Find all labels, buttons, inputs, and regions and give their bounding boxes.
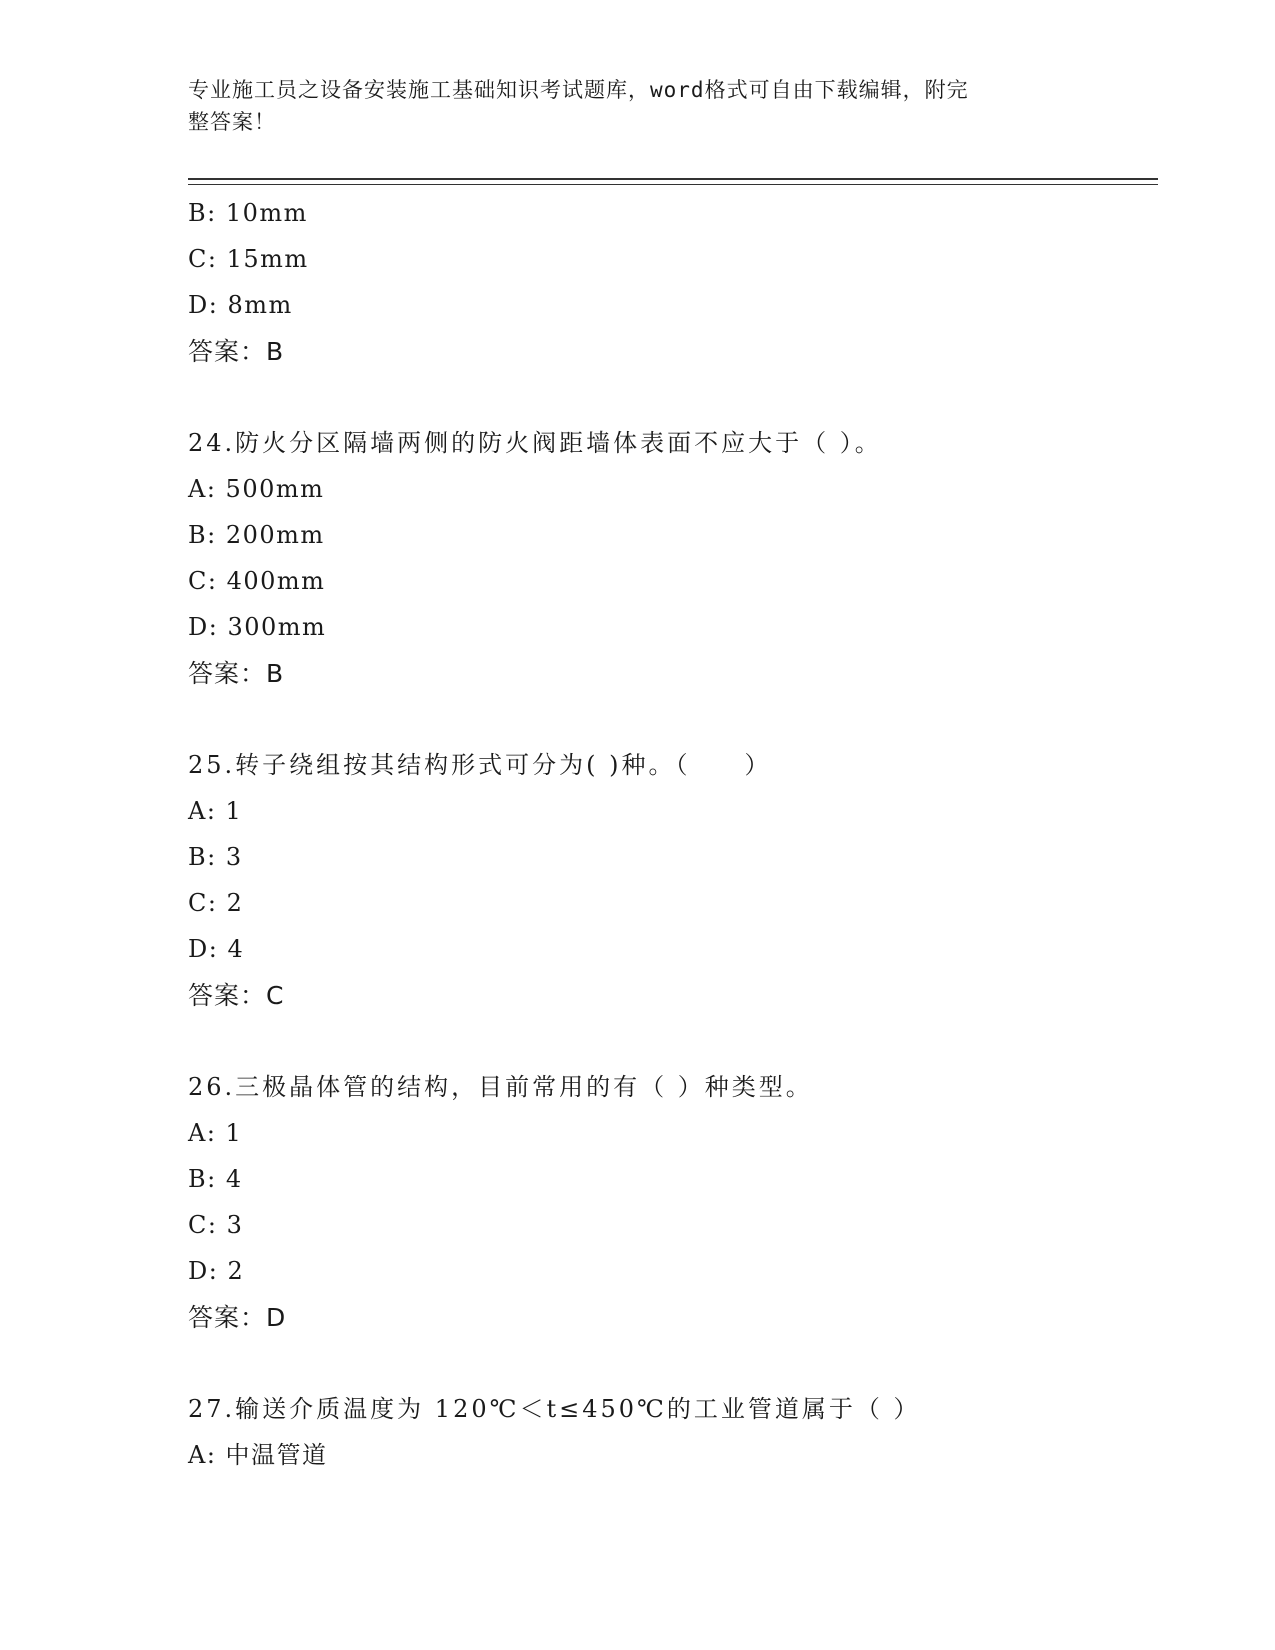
option-b: B: 3 xyxy=(188,843,243,871)
option-c: C: 2 xyxy=(188,889,244,917)
option-d: D: 4 xyxy=(188,935,245,963)
option-a: A: 中温管道 xyxy=(188,1441,328,1469)
option-c: C: 15mm xyxy=(188,245,309,273)
option-a: A: 500mm xyxy=(188,475,325,503)
option-a: A: 1 xyxy=(188,1119,243,1147)
question-list xyxy=(188,190,1158,1478)
question-text: 24.防火分区隔墙两侧的防火阀距墙体表面不应大于（ ）。 xyxy=(188,429,882,457)
header-line-2: 整答案！ xyxy=(188,110,276,134)
option-a: A: 1 xyxy=(188,797,243,825)
question-24 xyxy=(188,420,1158,698)
spacer xyxy=(188,376,1158,420)
header-divider-thin xyxy=(188,184,1158,185)
question-text: 25.转子绕组按其结构形式可分为( )种。（ ） xyxy=(188,751,772,779)
header-divider-thick xyxy=(188,178,1158,180)
document-header xyxy=(188,74,1088,138)
option-b: B: 4 xyxy=(188,1165,243,1193)
answer-line: 答案：B xyxy=(188,337,285,366)
option-c: C: 3 xyxy=(188,1211,244,1239)
header-line-1: 专业施工员之设备安装施工基础知识考试题库，word格式可自由下载编辑，附完 xyxy=(188,78,969,102)
question-text: 26.三极晶体管的结构，目前常用的有（ ）种类型。 xyxy=(188,1073,813,1101)
answer-line: 答案：B xyxy=(188,659,285,688)
question-26 xyxy=(188,1064,1158,1342)
spacer xyxy=(188,1342,1158,1386)
option-b: B: 10mm xyxy=(188,199,308,227)
answer-line: 答案：D xyxy=(188,1303,287,1332)
question-27 xyxy=(188,1386,1158,1478)
spacer xyxy=(188,1020,1158,1064)
option-d: D: 300mm xyxy=(188,613,327,641)
option-d: D: 2 xyxy=(188,1257,245,1285)
spacer xyxy=(188,698,1158,742)
question-text: 27.输送介质温度为 120℃＜t≤450℃的工业管道属于（ ） xyxy=(188,1395,921,1423)
option-b: B: 200mm xyxy=(188,521,325,549)
option-c: C: 400mm xyxy=(188,567,326,595)
answer-line: 答案：C xyxy=(188,981,285,1010)
question-23-tail xyxy=(188,190,1158,376)
question-25 xyxy=(188,742,1158,1020)
option-d: D: 8mm xyxy=(188,291,293,319)
